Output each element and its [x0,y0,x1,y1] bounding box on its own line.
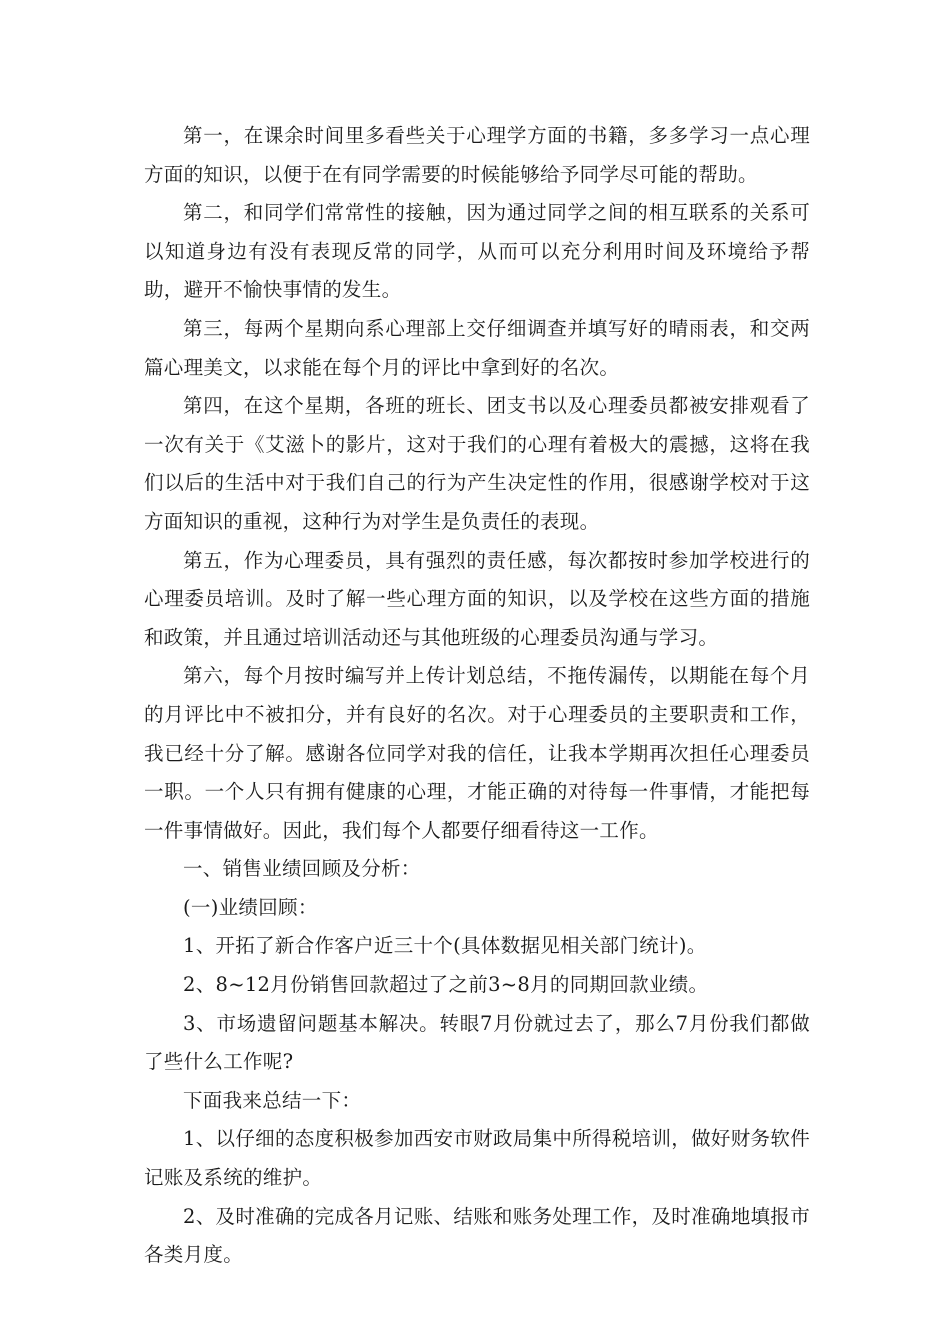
paragraph-4: 第四，在这个星期，各班的班长、团支书以及心理委员都被安排观看了一次有关于《艾滋卜的影片，这对于我们的心理有着极大的震撼，这将在我们以后的生活中对于我们自己的行为产生决定性的作用，很感谢学校对于这方面知识的重视，这种行为对学生是负责任的表现。 [144,394,810,533]
list-item-3: 3、市场遗留问题基本解决。转眼7月份就过去了，那么7月份我们都做了些什么工作呢? [144,1011,810,1074]
paragraph-1: 第一，在课余时间里多看些关于心理学方面的书籍，多多学习一点心理方面的知识，以便于在有同学需要的时候能够给予同学尽可能的帮助。 [144,124,810,186]
summary-item-2: 2、及时准确的完成各月记账、结账和账务处理工作，及时准确地填报市各类月度。 [144,1204,810,1267]
document-body [144,117,810,1275]
paragraph-6: 第六，每个月按时编写并上传计划总结，不拖传漏传，以期能在每个月的月评比中不被扣分，并有良好的名次。对于心理委员的主要职责和工作，我已经十分了解。感谢各位同学对我的信任，让我本学期再次担任心理委员一职。一个人只有拥有健康的心理，才能正确的对待每一件事情，才能把每一件事情做好。因此，我们每个人都要仔细看待这一工作。 [144,664,810,842]
section-heading: 一、销售业绩回顾及分析： [183,857,421,881]
paragraph-3: 第三，每两个星期向系心理部上交仔细调查并填写好的晴雨表，和交两篇心理美文，以求能在每个月的评比中拿到好的名次。 [144,316,810,379]
summary-item-1: 1、以仔细的态度积极参加西安市财政局集中所得税培训，做好财务软件记账及系统的维护。 [144,1127,810,1190]
subsection-heading: (一)业绩回顾： [183,895,318,919]
list-item-1: 1、开拓了新合作客户近三十个(具体数据见相关部门统计)。 [183,934,707,958]
paragraph-2: 第二，和同学们常常性的接触，因为通过同学之间的相互联系的关系可以知道身边有没有表现反常的同学，从而可以充分利用时间及环境给予帮助，避开不愉快事情的发生。 [144,201,810,302]
summary-intro: 下面我来总结一下： [183,1088,362,1112]
list-item-2: 2、8~12月份销售回款超过了之前3~8月的同期回款业绩。 [183,973,709,997]
paragraph-5: 第五，作为心理委员，具有强烈的责任感，每次都按时参加学校进行的心理委员培训。及时了解一些心理方面的知识，以及学校在这些方面的措施和政策，并且通过培训活动还与其他班级的心理委员沟通与学习。 [144,548,810,649]
